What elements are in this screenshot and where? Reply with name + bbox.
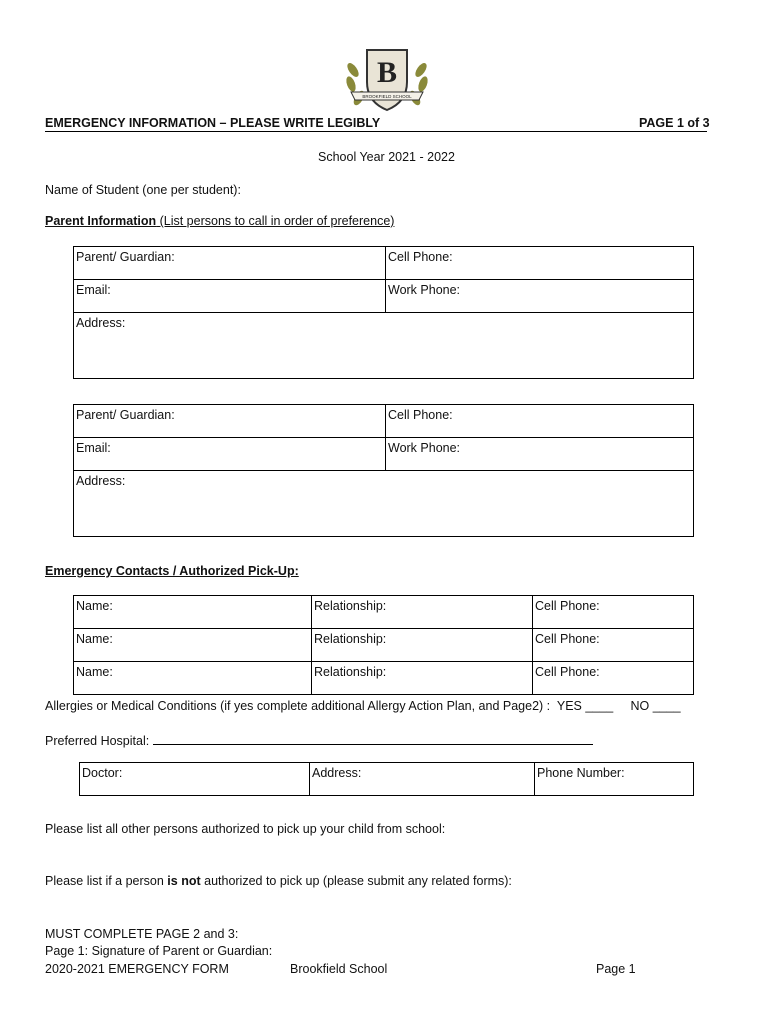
logo-letter: B: [376, 56, 398, 89]
contact-relationship-field[interactable]: Relationship:: [312, 629, 533, 662]
doctor-phone-field[interactable]: Phone Number:: [535, 763, 694, 796]
address-field[interactable]: Address:: [74, 313, 694, 379]
header-rule: [45, 131, 707, 132]
must-complete-note: MUST COMPLETE PAGE 2 and 3:: [45, 927, 239, 941]
email-field[interactable]: Email:: [74, 280, 386, 313]
school-crest-logo: [343, 44, 431, 114]
contact-relationship-field[interactable]: Relationship:: [312, 662, 533, 695]
school-year: School Year 2021 - 2022: [318, 150, 455, 164]
email-field[interactable]: Email:: [74, 438, 386, 471]
contact-name-field[interactable]: Name:: [74, 662, 312, 695]
logo-banner-text: BROOKFIELD SCHOOL: [362, 94, 412, 99]
guardian-field[interactable]: Parent/ Guardian:: [74, 247, 386, 280]
student-name-label: Name of Student (one per student):: [45, 183, 241, 197]
preferred-hospital-label: Preferred Hospital:: [45, 734, 153, 748]
address-field[interactable]: Address:: [74, 471, 694, 537]
parent-block-1: [73, 246, 694, 379]
cell-phone-field[interactable]: Cell Phone:: [386, 247, 694, 280]
preferred-hospital-row: [45, 732, 593, 748]
emergency-contacts-heading: Emergency Contacts / Authorized Pick-Up:: [45, 564, 299, 578]
contact-name-field[interactable]: Name:: [74, 629, 312, 662]
cell-phone-field[interactable]: Cell Phone:: [386, 405, 694, 438]
work-phone-field[interactable]: Work Phone:: [386, 438, 694, 471]
parent-block-2: [73, 404, 694, 537]
page-indicator: PAGE 1 of 3: [639, 116, 710, 130]
work-phone-field[interactable]: Work Phone:: [386, 280, 694, 313]
form-title: EMERGENCY INFORMATION – PLEASE WRITE LEGIBLY: [45, 116, 381, 130]
parent-info-heading: Parent Information (List persons to call in order of preference): [45, 214, 395, 228]
emergency-contacts-table: [73, 595, 694, 695]
authorized-pickup-label: Please list all other persons authorized to pick up your child from school:: [45, 822, 446, 836]
contact-cell-field[interactable]: Cell Phone:: [533, 629, 694, 662]
not-authorized-label: Please list if a person is not authorized to pick up (please submit any related forms):: [45, 874, 512, 888]
footer-page-number: Page 1: [596, 962, 636, 976]
signature-label: Page 1: Signature of Parent or Guardian:: [45, 944, 273, 958]
preferred-hospital-field[interactable]: [153, 732, 593, 745]
footer-form-name: 2020-2021 EMERGENCY FORM: [45, 962, 229, 976]
allergies-question: Allergies or Medical Conditions (if yes complete additional Allergy Action Plan, and Page2) : YES ____ NO ____: [45, 699, 681, 713]
contact-cell-field[interactable]: Cell Phone:: [533, 596, 694, 629]
contact-relationship-field[interactable]: Relationship:: [312, 596, 533, 629]
doctor-table: [79, 762, 694, 796]
footer-school-name: Brookfield School: [290, 962, 388, 976]
doctor-field[interactable]: Doctor:: [80, 763, 310, 796]
contact-cell-field[interactable]: Cell Phone:: [533, 662, 694, 695]
guardian-field[interactable]: Parent/ Guardian:: [74, 405, 386, 438]
contact-name-field[interactable]: Name:: [74, 596, 312, 629]
doctor-address-field[interactable]: Address:: [310, 763, 535, 796]
